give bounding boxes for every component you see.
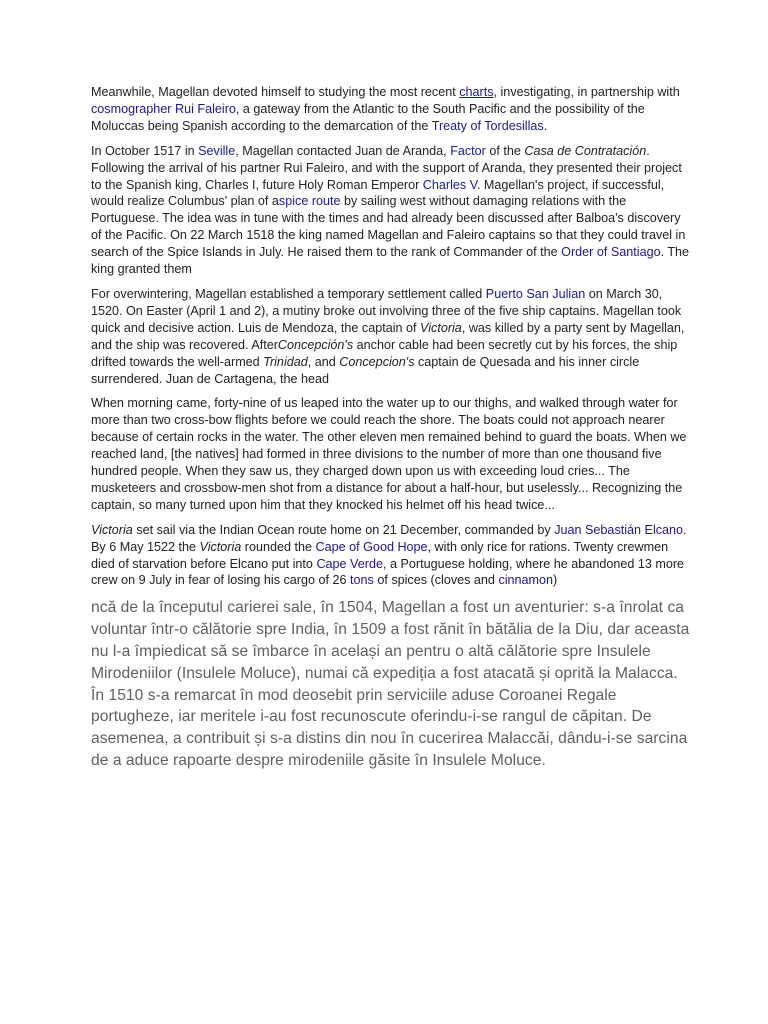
text-span: ) (553, 573, 558, 588)
text-span: . (543, 118, 548, 133)
paragraph-quote-battle: When morning came, forty-nine of us leaped into the water up to our thighs, and walked through water for more than two cross-bow flights before we could reach the shore. The boats could not approach nearer because of certain rocks in the water. The other eleven men remained behind to guard the boats. When we reached land, [the natives] had formed in three divisions to the number of more than one thousand five hundred people. When they saw us, they charged down upon us with exceeding loud cries... The musketeers and crossbow-men shot from a distance for about a half-hour, but uselessly... Recognizing the captain, so many turned upon him that they knocked his helmet off his head twice... (91, 396, 687, 512)
link-charts[interactable]: charts (459, 85, 494, 99)
italic-concepcion-captain: Concepcion's (339, 354, 415, 369)
text-span: on March 30, 1520. On Easter (April 1 and 2), a mutiny broke out involving three of the five ship captains. Magellan took quick and decisive action. Luis de Mendoza, the captain of (91, 286, 682, 335)
text-span: , investigating, in partnership with (493, 85, 680, 99)
italic-victoria: Victoria (199, 539, 242, 554)
paragraph-victoria-return (91, 522, 691, 590)
link-juan-sebastian-elcano[interactable]: Juan Sebastián Elcano (554, 522, 684, 537)
text-span: rounded the (241, 539, 316, 554)
text-span: set sail via the Indian Ocean route home on 21 December, commanded by (132, 522, 555, 537)
text-span: , was killed by a party sent by Magellan, and the ship was recovered. After (91, 320, 685, 352)
paragraph-overwintering-mutiny (91, 286, 691, 387)
italic-casa-de-contratacion: Casa de Contratación (524, 143, 647, 158)
text-span: In October 1517 in (91, 143, 199, 158)
italic-trinidad: Trinidad (263, 354, 308, 369)
paragraph-magellan-studies (91, 84, 691, 135)
link-treaty-of-tordesillas[interactable]: Treaty of Tordesillas (431, 118, 544, 133)
text-span: of spices (cloves and (373, 573, 499, 588)
link-charles-v[interactable]: Charles V (422, 177, 477, 192)
italic-victoria: Victoria (91, 522, 133, 537)
link-cape-of-good-hope[interactable]: Cape of Good Hope (315, 539, 428, 554)
link-tons[interactable]: tons (350, 573, 374, 588)
link-order-of-santiago[interactable]: Order of Santiago (561, 245, 661, 260)
text-span: , a Portuguese holding, where he abandoned 13 more crew on 9 July in fear of losing his cargo of 26 (91, 556, 685, 588)
text-span: . The king granted them (91, 245, 690, 277)
paragraph-romanian-biography: ncă de la începutul carierei sale, în 1504, Magellan a fost un aventurier: s-a înrolat ca voluntar într-o călătorie spre India, în 1509 a fost rănit în bătălia de la Diu, dar aceasta nu l-a împiedicat să se îmbarce în același an pentru o altă călătorie spre Insulele Mirodeniilor (Insulele Moluce), numai că expediția a fost atacată și oprită la Malacca. În 1510 s-a remarcat în mod deosebit prin serviciile aduse Coroanei Regale portugheze, iar meritele i-au fost recunoscute oferindu-i-se rangul de căpitan. De asemenea, a contribuit și s-a distins din nou în cucerirea Malaccăi, dându-i-se sarcina de a aduce rapoarte despre mirodeniile găsite în Insulele Moluce. (91, 599, 690, 769)
text-span: captain de Quesada and his inner circle surrendered. Juan de Cartagena, the head (91, 354, 640, 386)
text-span: , Magellan contacted Juan de Aranda, (235, 143, 451, 158)
text-span: , and (307, 354, 340, 369)
text-span: . Magellan's project, if successful, would realize Columbus' plan of a (91, 177, 665, 209)
text-span: of the (485, 143, 525, 158)
link-cosmographer[interactable]: cosmographer (91, 101, 172, 116)
text-span: anchor cable had been secretly cut by his forces, the ship drifted towards the well-armed (91, 337, 678, 369)
link-rui-faleiro[interactable]: Rui Faleiro (175, 101, 236, 116)
text-span: by sailing west without damaging relations with the Portuguese. The idea was in tune with the times and had already been discussed after Balboa's discovery of the Pacific. On 22 March 1518 the king named Magellan and Faleiro captains so that they could travel in search of the Spice Islands in July. He raised them to the rank of Commander of the (91, 194, 686, 260)
text-span: , with only rice for rations. Twenty crewmen died of starvation before Elcano put into (91, 539, 669, 571)
text-span: Meanwhile, Magellan devoted himself to studying the most recent (91, 85, 460, 99)
text-span: . By 6 May 1522 the (91, 522, 687, 554)
link-puerto-san-julian[interactable]: Puerto San Julian (485, 286, 586, 301)
italic-victoria: Victoria (420, 320, 462, 335)
text-span: . Following the arrival of his partner Rui Faleiro, and with the support of Aranda, they presented their project to the Spanish king, Charles I, future Holy Roman Emperor (91, 143, 682, 192)
link-spice-route[interactable]: spice route (278, 194, 341, 209)
link-seville[interactable]: Seville (198, 143, 236, 158)
link-factor[interactable]: Factor (450, 143, 486, 158)
document-page (91, 84, 691, 772)
link-cinnamon[interactable]: cinnamon (498, 573, 554, 588)
text-span: , a gateway from the Atlantic to the South Pacific and the possibility of the Moluccas being Spanish according to the demarcation of the (91, 101, 645, 133)
italic-concepcion: Concepción's (277, 337, 354, 352)
paragraph-seville-project (91, 143, 691, 278)
link-cape-verde[interactable]: Cape Verde (316, 556, 383, 571)
text-span: For overwintering, Magellan established a temporary settlement called (91, 286, 486, 301)
